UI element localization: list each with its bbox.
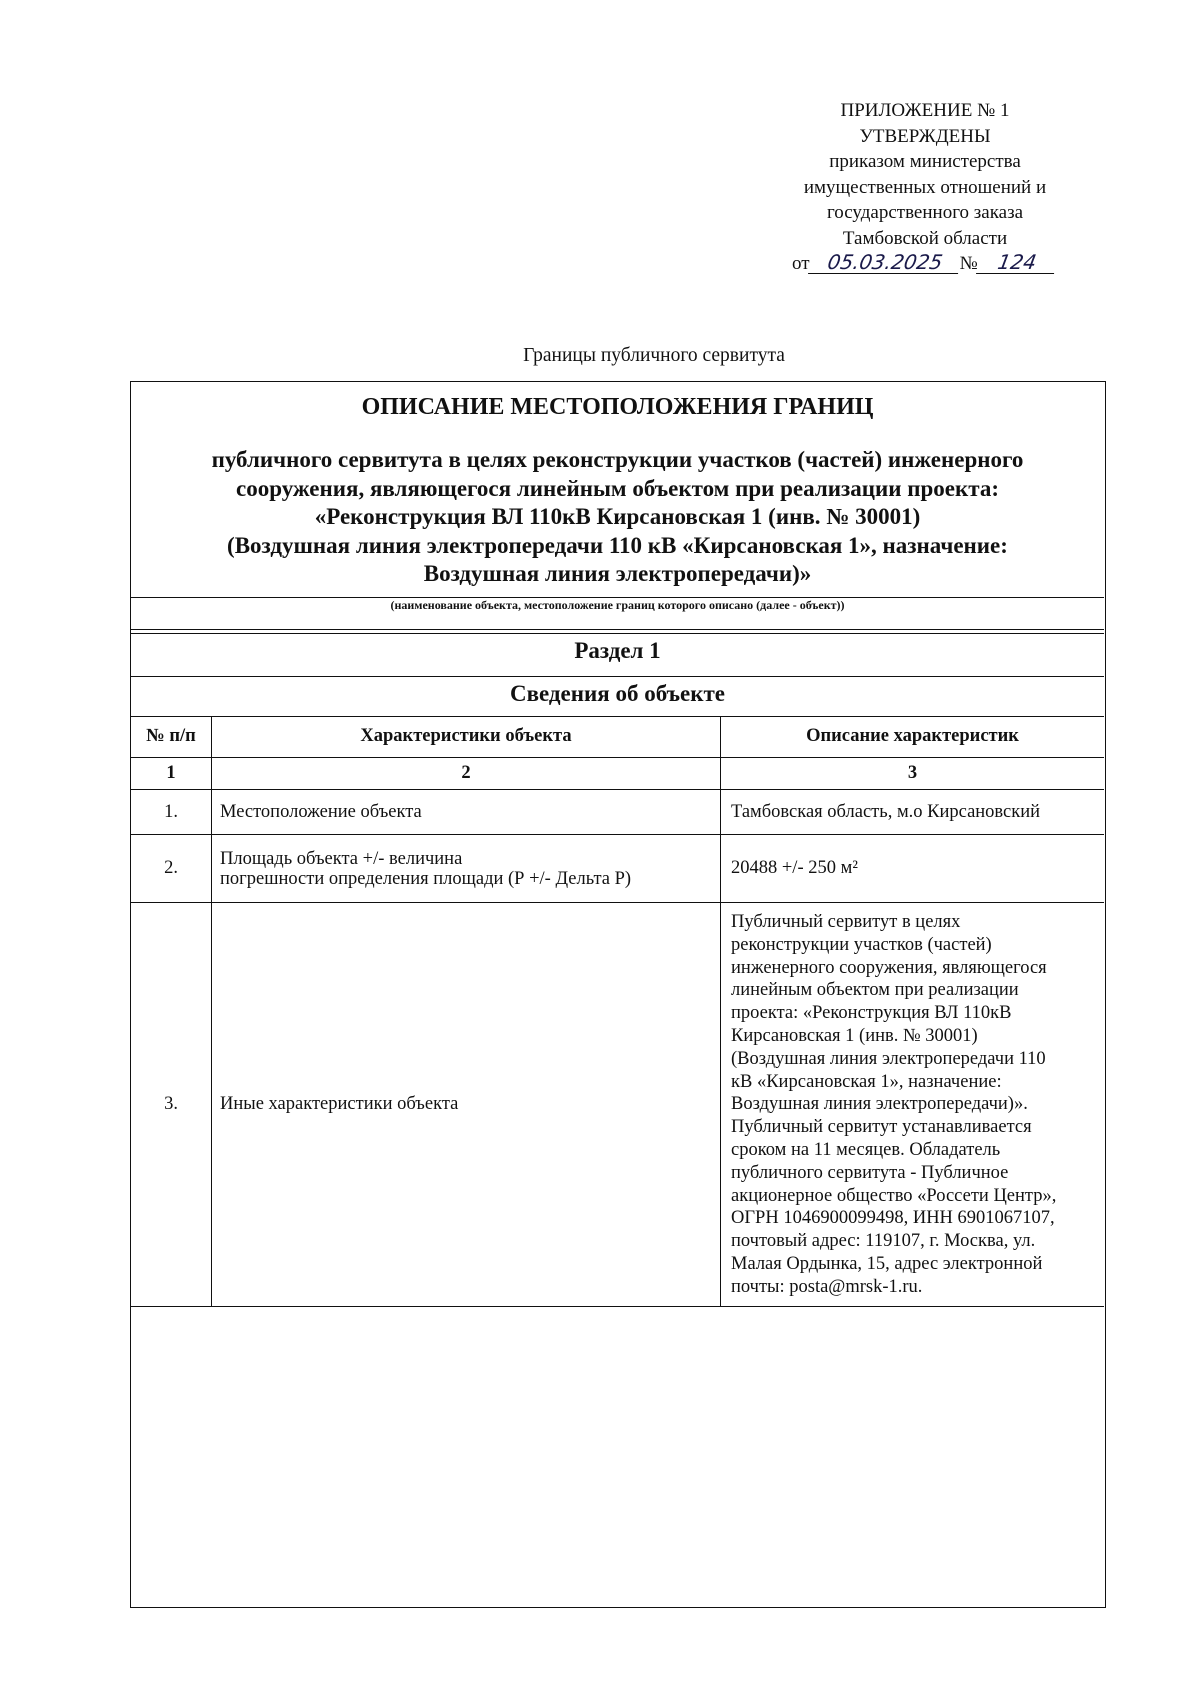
- divider: [131, 676, 1104, 677]
- description-line: сроком на 11 месяцев. Обладатель: [731, 1139, 1001, 1160]
- row-description: 20488 +/- 250 м²: [721, 835, 1105, 903]
- row-characteristic: [212, 835, 721, 903]
- section-subtitle: Сведения об объекте: [509, 681, 726, 706]
- description-line: (Воздушная линия электропередачи 110: [731, 1048, 1046, 1069]
- subtitle-line: «Реконструкция ВЛ 110кВ Кирсановская 1 (инв. № 30001): [314, 504, 921, 529]
- description-frame: [130, 381, 1106, 1608]
- subtitle-line: сооружения, являющегося линейным объектом при реализации проекта:: [236, 475, 999, 501]
- header-characteristic: Характеристики объекта: [212, 716, 721, 758]
- object-info-table: [131, 716, 1104, 1307]
- table-row: [131, 790, 1104, 835]
- approval-region-line: Тамбовской области: [842, 227, 1008, 249]
- description-line: реконструкции участков (частей): [731, 934, 992, 955]
- appendix-number: ПРИЛОЖЕНИЕ № 1: [840, 100, 1010, 121]
- document-caption: Границы публичного сервитута: [523, 345, 785, 366]
- description-line: проекта: «Реконструкция ВЛ 110кВ: [731, 1003, 1012, 1024]
- row-characteristic: Иные характеристики объекта: [212, 903, 721, 1307]
- section-title: Раздел 1: [574, 638, 661, 663]
- row-number: 3.: [131, 903, 212, 1307]
- object-name-note: (наименование объекта, местоположение границ которого описано (далее - объект)): [390, 598, 845, 612]
- table-header-row: [131, 716, 1104, 758]
- document-subtitle: [131, 446, 1104, 589]
- column-number-row: [131, 758, 1104, 790]
- approval-ministry-line: имущественных отношений и: [803, 176, 1047, 198]
- description-line: Кирсановская 1 (инв. № 30001): [731, 1025, 978, 1046]
- row-description: Тамбовская область, м.о Кирсановский: [721, 790, 1105, 835]
- description-line: линейным объектом при реализации: [731, 980, 1019, 1001]
- divider: [131, 629, 1104, 630]
- document-title: ОПИСАНИЕ МЕСТОПОЛОЖЕНИЯ ГРАНИЦ: [361, 394, 874, 420]
- divider: [131, 633, 1104, 634]
- row-description: [721, 903, 1105, 1307]
- order-date-number-line: [770, 251, 1080, 277]
- description-line: кВ «Кирсановская 1», назначение:: [731, 1071, 1002, 1092]
- description-line: почты: posta@mrsk-1.ru.: [731, 1276, 923, 1297]
- row-number: 1.: [131, 790, 212, 835]
- subtitle-line: публичного сервитута в целях реконструкции участков (частей) инженерного: [211, 447, 1024, 472]
- description-line: Воздушная линия электропередачи)».: [731, 1094, 1028, 1115]
- description-line: Публичный сервитут в целях: [731, 912, 961, 932]
- approval-order-line: приказом министерства: [829, 151, 1021, 172]
- table-row: [131, 835, 1104, 903]
- subtitle-line: Воздушная линия электропередачи)»: [423, 561, 812, 586]
- header-description: Описание характеристик: [721, 716, 1105, 758]
- title-block: [131, 382, 1104, 598]
- from-label: от: [792, 253, 810, 274]
- approval-block: [770, 98, 1080, 277]
- description-line: почтовый адрес: 119107, г. Москва, ул.: [731, 1231, 1036, 1252]
- characteristic-line: погрешности определения площади (Р +/- Дельта Р): [220, 868, 632, 889]
- description-line: публичного сервитута - Публичное: [731, 1162, 1009, 1183]
- characteristic-line: Площадь объекта +/- величина: [220, 848, 463, 869]
- handwritten-date: 05.03.2025: [808, 251, 962, 274]
- column-number: 3: [721, 758, 1105, 790]
- header-number: № п/п: [131, 716, 212, 758]
- table-row: [131, 903, 1104, 1307]
- column-number: 1: [131, 758, 212, 790]
- handwritten-order-number: 124: [976, 251, 1058, 274]
- column-number: 2: [212, 758, 721, 790]
- approval-ministry-line-2: государственного заказа: [826, 202, 1024, 223]
- row-number: 2.: [131, 835, 212, 903]
- approved-label: УТВЕРЖДЕНЫ: [859, 125, 991, 147]
- description-line: Малая Ордынка, 15, адрес электронной: [731, 1253, 1043, 1274]
- description-line: Публичный сервитут устанавливается: [731, 1117, 1032, 1138]
- description-line: инженерного сооружения, являющегося: [731, 957, 1047, 978]
- description-line: ОГРН 1046900099498, ИНН 6901067107,: [731, 1208, 1055, 1229]
- description-line: акционерное общество «Россети Центр»,: [731, 1185, 1057, 1206]
- row-characteristic: Местоположение объекта: [212, 790, 721, 835]
- subtitle-line: (Воздушная линия электропередачи 110 кВ «Кирсановская 1», назначение:: [227, 532, 1008, 558]
- number-label: №: [959, 253, 978, 274]
